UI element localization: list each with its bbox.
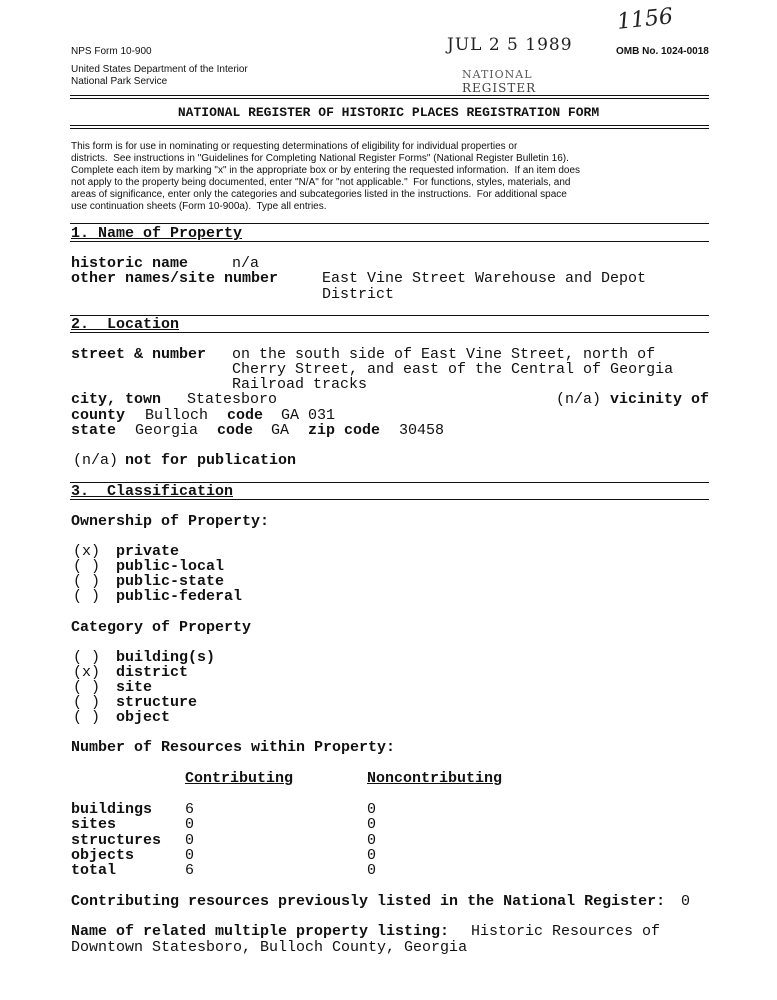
county-value: Bulloch [145,407,209,424]
city-label: city, town [71,391,162,408]
received-stamp-date: JUL 2 5 1989 [447,35,573,55]
ownership-checkbox: ( ) [73,588,101,605]
resource-noncontributing-count: 0 [367,832,377,849]
form-number: NPS Form 10-900 [71,46,152,57]
instructions-line: This form is for use in nominating or requesting determinations of eligibility for individual properties or [71,141,518,152]
vicinity-label: vicinity of [610,391,710,408]
instructions-line: Complete each item by marking "x" in the appropriate box or by entering the requested information. If an item does [71,165,581,176]
category-option-label: district [116,664,189,681]
state-code-label: code [217,422,254,439]
section1-heading: 1. Name of Property [71,225,243,242]
publication-label: not for publication [125,452,297,469]
category-option-label: building(s) [116,649,216,666]
category-heading: Category of Property [71,619,252,636]
vicinity-mark: (n/a) [556,391,602,408]
ownership-option-label: private [116,543,180,560]
category-checkbox: ( ) [73,649,101,666]
previously-listed-label: Contributing resources previously listed in the National Register: [71,893,666,910]
section1-rule-bottom [70,241,709,242]
multiple-listing-value: Historic Resources of [471,923,661,940]
ownership-checkbox: (x) [73,543,101,560]
zip-value: 30458 [399,422,445,439]
department: United States Department of the Interior [71,64,248,75]
resource-contributing-count: 6 [185,862,195,879]
publication-mark: (n/a) [73,452,119,469]
instructions-line: use continuation sheets (Form 10-900a). Type all entries. [71,201,327,212]
instructions-line: areas of significance, enter only the categories and subcategories listed in the instructions. For additional space [71,189,567,200]
title-rule-top-2 [70,98,709,99]
category-checkbox: ( ) [73,694,101,711]
omb-number: OMB No. 1024-0018 [616,46,709,57]
ownership-option-label: public-federal [116,588,243,605]
street-label: street & number [71,346,207,363]
form-title: NATIONAL REGISTER OF HISTORIC PLACES REGISTRATION FORM [177,105,600,120]
section2-rule-bottom [70,332,709,333]
title-rule-bottom [70,125,709,126]
county-label: county [71,407,126,424]
resource-row-label: sites [71,816,117,833]
handwritten-number: 1156 [615,4,675,35]
ownership-checkbox: ( ) [73,558,101,575]
agency: National Park Service [71,76,168,87]
resource-row-label: objects [71,847,135,864]
ownership-heading: Ownership of Property: [71,513,270,530]
section3-heading: 3. Classification [71,483,234,500]
multiple-listing-value-cont: Downtown Statesboro, Bulloch County, Georgia [71,939,468,956]
street-line: on the south side of East Vine Street, north of [232,346,656,363]
multiple-listing-label: Name of related multiple property listing: [71,923,450,940]
historic-name-value: n/a [232,255,260,272]
street-line: Cherry Street, and east of the Central of Georgia [232,361,674,378]
category-option-label: site [116,679,153,696]
ownership-checkbox: ( ) [73,573,101,590]
category-checkbox: ( ) [73,709,101,726]
state-value: Georgia [135,422,199,439]
other-names-value-cont: District [322,286,395,303]
instructions-line: not apply to the property being documented, enter "N/A" for "not applicable." For functions, styles, materials, and [71,177,571,188]
category-checkbox: (x) [73,664,101,681]
ownership-option-label: public-state [116,573,225,590]
resources-heading: Number of Resources within Property: [71,739,396,756]
zip-label: zip code [308,422,381,439]
instructions-line: districts. See instructions in "Guidelines for Completing National Register Forms" (National Register Bulletin 16). [71,153,569,164]
other-names-value: East Vine Street Warehouse and Depot [322,270,647,287]
column-header-contributing: Contributing [185,770,294,787]
resource-row-label: buildings [71,801,153,818]
other-names-label: other names/site number [71,270,279,287]
category-option-label: structure [116,694,198,711]
received-stamp-register: REGISTER [462,81,537,95]
resource-contributing-count: 0 [185,832,195,849]
state-label: state [71,422,117,439]
resource-contributing-count: 0 [185,816,195,833]
resource-row-label: structures [71,832,162,849]
column-header-noncontributing: Noncontributing [367,770,503,787]
previously-listed-value: 0 [681,893,691,910]
county-code-label: code [227,407,264,424]
section2-heading: 2. Location [71,316,180,333]
title-rule-top [70,95,709,96]
section3-rule-bottom [70,499,709,500]
resource-contributing-count: 6 [185,801,195,818]
section1-rule-top [70,223,709,224]
resource-noncontributing-count: 0 [367,862,377,879]
category-checkbox: ( ) [73,679,101,696]
historic-name-label: historic name [71,255,189,272]
resource-noncontributing-count: 0 [367,801,377,818]
category-option-label: object [116,709,171,726]
street-line: Railroad tracks [232,376,368,393]
received-stamp-text: NATIONAL [462,68,533,81]
resource-contributing-count: 0 [185,847,195,864]
resource-noncontributing-count: 0 [367,847,377,864]
county-code-value: GA 031 [281,407,336,424]
title-rule-bottom-2 [70,128,709,129]
state-code-value: GA [271,422,290,439]
ownership-option-label: public-local [116,558,225,575]
city-value: Statesboro [187,391,278,408]
resource-row-label: total [71,862,117,879]
resource-noncontributing-count: 0 [367,816,377,833]
